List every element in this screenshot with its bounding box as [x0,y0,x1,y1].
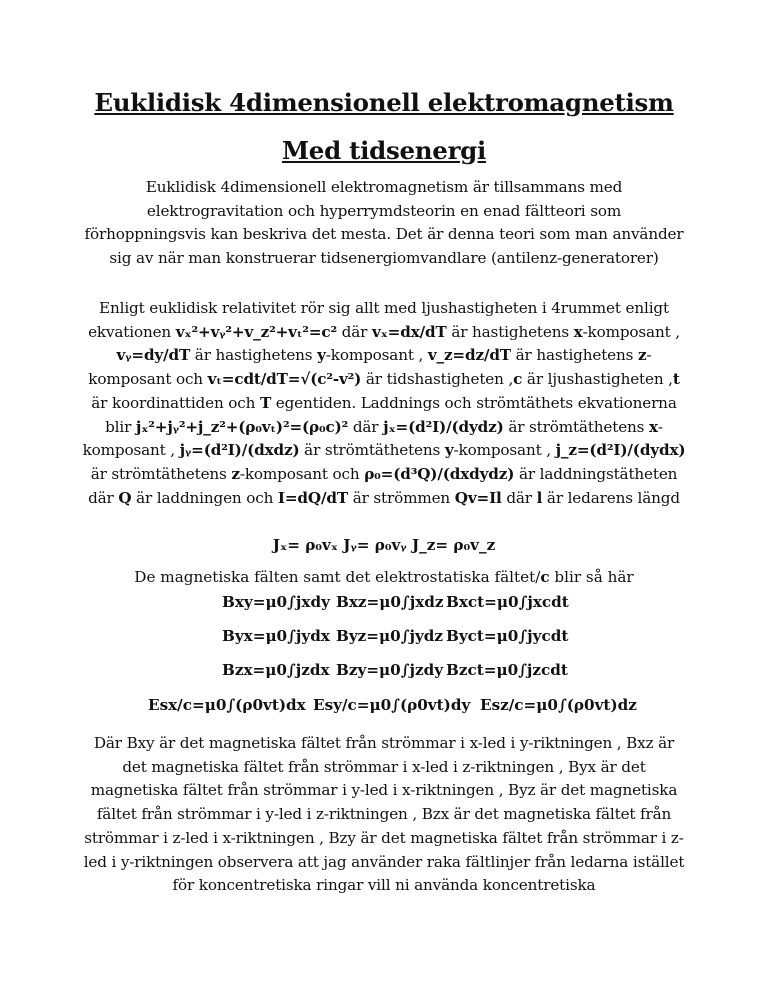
velocity-equation: vₓ²+vᵧ²+v_z²+vₜ²=c² [175,322,337,341]
current-equations: Jₓ= ρ₀vₓ Jᵧ= ρ₀vᵧ J_z= ρ₀v_z [272,536,496,554]
equation-bzx: Bzx=μ0∫jzdx [222,661,330,679]
fields-intro: De magnetiska fälten samt det elektrostatiska fältet/c blir så här [134,568,634,586]
b-field-row-y [0,627,768,651]
e-field-row [0,696,768,720]
equation-esy: Esy/c=μ0∫(ρ0vt)dy [313,696,471,714]
field-explanation-paragraph: Där Bxy är det magnetiska fältet från strömmar i x-led i y-riktningen , Bxz är det magnetiska fältet från strömmar i x-led i z-riktningen , Byx är det magnetiska fältet från strömmar i y-led i x-riktningen , Byz är det magnetiska fältet från strömmar i y-led i z-riktningen , Bzx är det magnetiska fältet från strömmar i z-led i x-riktningen , Bzy är det magnetiska fältet från strömmar i z-led i y-riktningen observera att jag använder raka fältlinjer från ledarna istället för koncentretiska ringar vill ni använda koncentretiska [83,734,685,895]
equation-bzy: Bzy=μ0∫jzdy [336,661,444,679]
equation-bxy: Bxy=μ0∫jxdy [222,593,330,611]
equation-bzct: Bzct=μ0∫jzcdt [446,661,568,679]
equation-bxct: Bxct=μ0∫jxcdt [446,593,569,611]
equation-byz: Byz=μ0∫jydz [336,627,444,645]
equation-bxz: Bxz=μ0∫jxdz [336,593,444,611]
equation-esz: Esz/c=μ0∫(ρ0vt)dz [480,696,637,714]
equation-byct: Byct=μ0∫jycdt [446,627,569,645]
b-field-row-x [0,593,768,617]
intro-paragraph: Euklidisk 4dimensionell elektromagnetism är tillsammans med elektrogravitation och hyperrymdsteorin en enad fältteori som förhoppningsvis kan beskriva det mesta. Det är denna teori som man använder sig av när man konstruerar tidsenergiomvandlare (antilenz-generatorer) [84,178,684,268]
document-subtitle: Med tidsenergi [281,136,487,165]
b-field-row-z [0,661,768,685]
document-title: Euklidisk 4dimensionell elektromagnetism [94,88,674,117]
current-density-equation: jₓ²+jᵧ²+j_z²+(ρ₀vₜ)²=(ρ₀c)² [135,417,349,436]
equation-byx: Byx=μ0∫jydx [222,627,330,645]
relativity-paragraph: Enligt euklidisk relativitet rör sig allt med ljushastigheten i 4rummet enligt ekvationen vₓ²+vᵧ²+v_z²+vₜ²=c² där vₓ=dx/dT är hastighetens x-komposant , vᵧ=dy/dT är hastighetens y-komposant , v_z=dz/dT är hastighetens z-komposant och vₜ=cdt/dT=√(c²-v²) är tidshastigheten ,c är ljushastigheten ,t är koordinattiden och T egentiden. Laddnings och strömtäthets ekvationerna blir jₓ²+jᵧ²+j_z²+(ρ₀vₜ)²=(ρ₀c)² där jₓ=(d²I)/(dydz) är strömtäthetens x-komposant , jᵧ=(d²I)/(dxdz) är strömtäthetens y-komposant , j_z=(d²I)/(dydx) är strömtäthetens z-komposant och ρ₀=(d³Q)/(dxdydz) är laddningstätheten där Q är laddningen och I=dQ/dT är strömmen Qv=Il där l är ledarens längd [82,299,686,507]
equation-esx: Esx/c=μ0∫(ρ0vt)dx [148,696,306,714]
